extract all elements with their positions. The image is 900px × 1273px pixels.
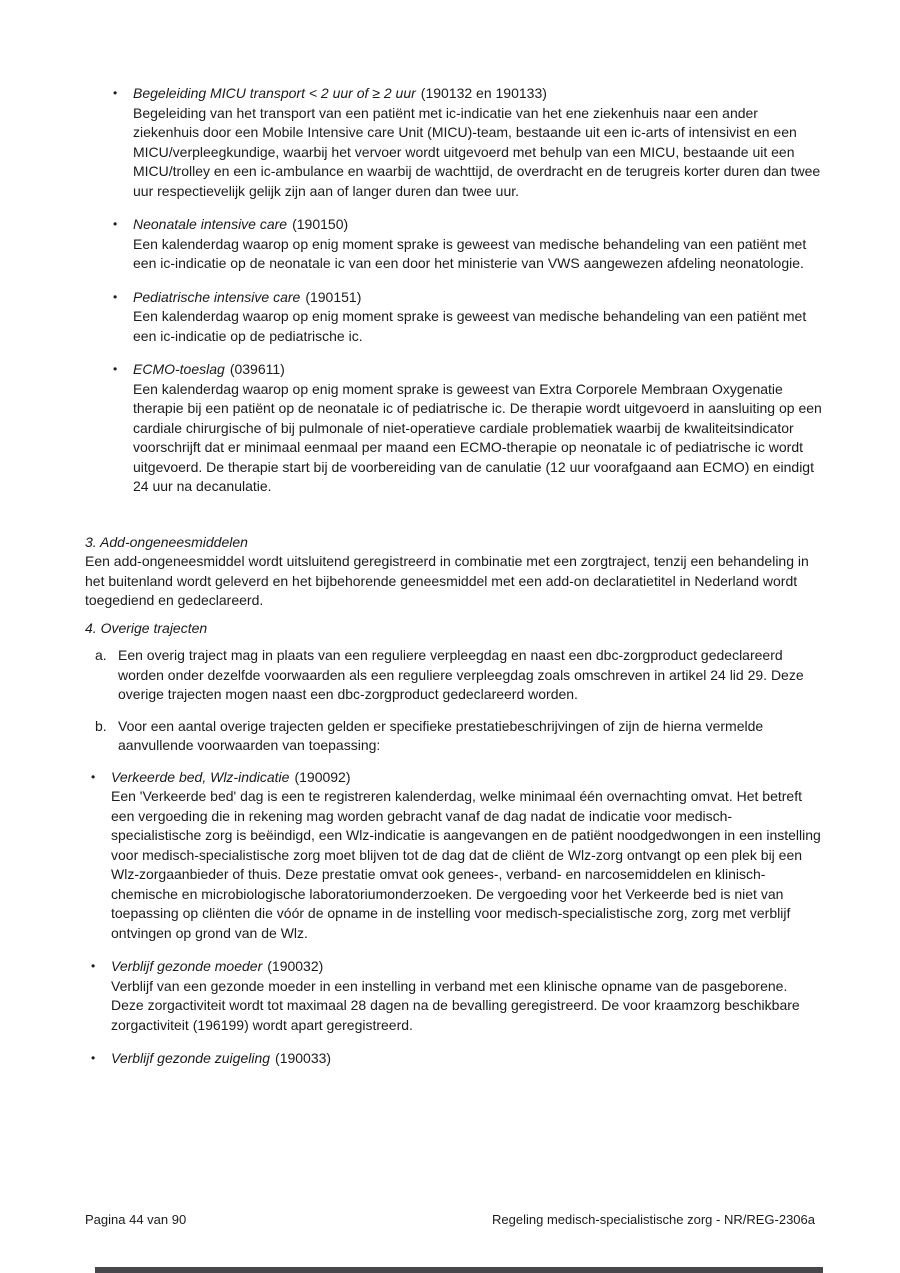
bullet-content (133, 288, 822, 347)
bullet-title-line (133, 215, 822, 235)
list-item (85, 1049, 822, 1069)
bullet-code: (190151) (305, 288, 362, 305)
bullet-code: (190150) (292, 216, 349, 232)
bullet-title: Pediatrische intensive care (133, 288, 301, 305)
section-3-heading: 3. Add-ongeneesmiddelen (85, 533, 248, 550)
bullet-title: Begeleiding MICU transport < 2 uur of ≥ 2 uur (133, 85, 416, 101)
bullet-content (111, 1049, 822, 1069)
list-item (85, 215, 822, 274)
bullet-code: (190132 en 190133) (420, 85, 547, 101)
bullet-title: ECMO-toeslag (133, 361, 225, 377)
bullet-title: Verblijf gezonde zuigeling (111, 1050, 271, 1066)
bullet-body: Verblijf van een gezonde moeder in een instelling in verband met een klinische opname van de pasgeborene. Deze zorgactiviteit wordt tot maximaal 28 dagen na de bevalling geregistreerd. De voor kraamzorg beschikbare zorgactiviteit (196199) wordt apart geregistreerd. (111, 977, 800, 1033)
list-item (85, 768, 822, 944)
bullet-body: Een kalenderdag waarop op enig moment sprake is geweest van medische behandeling van een patiënt met een ic-indicatie op de pediatrische ic. (133, 308, 807, 344)
bullet-icon: • (91, 769, 96, 784)
section-overige-trajecten (85, 619, 822, 1069)
bullet-code: (190032) (267, 958, 324, 974)
bullet-title-line (111, 768, 822, 788)
bullet-code: (190033) (275, 1050, 332, 1066)
page-number: Pagina 44 van 90 (85, 1212, 187, 1227)
list-marker: a. (95, 647, 107, 663)
bullet-title: Verblijf gezonde moeder (111, 958, 263, 974)
list-item (85, 360, 822, 497)
bullet-icon: • (113, 86, 118, 100)
bullet-icon: • (91, 1051, 96, 1065)
page-bottom-bar (95, 1267, 823, 1273)
list-item-a-text: Een overig traject mag in plaats van een reguliere verpleegdag en naast een dbc-zorgproduct gedeclareerd worden onder dezelfde voorwaarden als een reguliere verpleegdag zoals omschreven in artikel 24 lid 29. Deze overige trajecten mogen naast een dbc-zorgproduct gedeclareerd worden. (118, 647, 804, 702)
bullet-icon: • (113, 217, 118, 231)
page-footer (85, 1211, 815, 1228)
list-item-b (85, 717, 822, 756)
bullet-content (133, 215, 822, 274)
bullet-title-line (111, 957, 822, 977)
bullet-content (133, 360, 822, 497)
bullet-icon: • (113, 289, 118, 304)
list-marker: b. (95, 717, 107, 734)
bullet-icon: • (113, 362, 118, 376)
bullet-title-line (111, 1049, 822, 1069)
bullet-icon: • (91, 959, 96, 973)
bullet-title: Verkeerde bed, Wlz-indicatie (111, 768, 290, 785)
bullet-code: (039611) (229, 361, 285, 377)
zorgactiviteiten-list (85, 84, 822, 497)
section-3-paragraph: Een add-ongeneesmiddel wordt uitsluitend geregistreerd in combinatie met een zorgtraject, tenzij een behandeling in het buitenland wordt geleverd en het bijbehorende geneesmiddel met een add-on declaratietitel in Nederland wordt toegediend en gedeclareerd. (85, 553, 809, 608)
overige-trajecten-list (85, 768, 822, 1069)
bullet-title: Neonatale intensive care (133, 216, 288, 232)
bullet-body: Een 'Verkeerde bed' dag is een te registreren kalenderdag, welke minimaal één overnachting omvat. Het betreft een vergoeding die in rekening mag worden gebracht vanaf de dag nadat de indicatie voor medisch-specialistische zorg is beëindigd, een Wlz-indicatie is aangevangen en de patiënt noodgedwongen in een instelling voor medisch-specialistische zorg moet blijven tot de dag dat de cliënt de Wlz-zorg ontvangt op een plek bij een Wlz-zorgaanbieder of thuis. Deze prestatie omvat ook genees-, verband- en narcosemiddelen en klinisch-chemische en microbiologische laboratoriumonderzoeken. De vergoeding voor het Verkeerde bed is niet van toepassing op cliënten die vóór de opname in de instelling voor medisch-specialistische zorg, zorg met verblijf ontvingen op grond van de Wlz. (111, 788, 821, 941)
bullet-content (111, 957, 822, 1035)
section-4-heading: 4. Overige trajecten (85, 619, 208, 636)
list-item (85, 288, 822, 347)
document-title: Regeling medisch-specialistische zorg - NR/REG-2306a (492, 1212, 815, 1227)
bullet-title-line (133, 360, 822, 380)
list-item (85, 957, 822, 1035)
bullet-title-line (133, 84, 822, 104)
list-item-b-text: Voor een aantal overige trajecten gelden er specifieke prestatiebeschrijvingen of zijn de hierna vermelde aanvullende voorwaarden van toepassing: (118, 717, 764, 753)
list-item-a (85, 646, 822, 705)
list-item (85, 84, 822, 201)
page-content (85, 84, 822, 1083)
bullet-body: Begeleiding van het transport van een patiënt met ic-indicatie van het ene ziekenhuis naar een ander ziekenhuis door een Mobile Intensive care Unit (MICU)-team, bestaande uit een ic-arts of intensivist en een MICU/verpleegkundige, waarbij het vervoer wordt uitgevoerd met behulp van een MICU, bestaande uit een MICU/trolley en een ic-ambulance en waarbij de wachttijd, de overdracht en de terugreis korter duren dan twee uur respectievelijk gelijk zijn aan of langer duren dan twee uur. (133, 104, 821, 199)
bullet-code: (190092) (294, 768, 351, 785)
bullet-title-line (133, 288, 822, 308)
bullet-content (133, 84, 822, 201)
bullet-body: Een kalenderdag waarop op enig moment sprake is geweest van Extra Corporele Membraan Oxygenatie therapie bij een patiënt op de neonatale ic of pediatrische ic. De therapie wordt uitgevoerd in aansluiting op een cardiale chirurgische of bij pulmonale of niet-operatieve cardiale problematiek waarbij de kwaliteitsindicator voorschrijft dat er minimaal eenmaal per maand een ECMO-therapie op neonatale ic of pediatrische ic wordt uitgevoerd. De therapie start bij de voorbereiding van de canulatie (12 uur voorafgaand aan ECMO) en eindigt 24 uur na decanulatie. (133, 380, 822, 494)
section-add-ongeneesmiddelen (85, 533, 822, 611)
bullet-body: Een kalenderdag waarop op enig moment sprake is geweest van medische behandeling van een patiënt met een ic-indicatie op de neonatale ic van een door het ministerie van VWS aangewezen afdeling neonatologie. (133, 235, 807, 271)
bullet-content (111, 768, 822, 944)
